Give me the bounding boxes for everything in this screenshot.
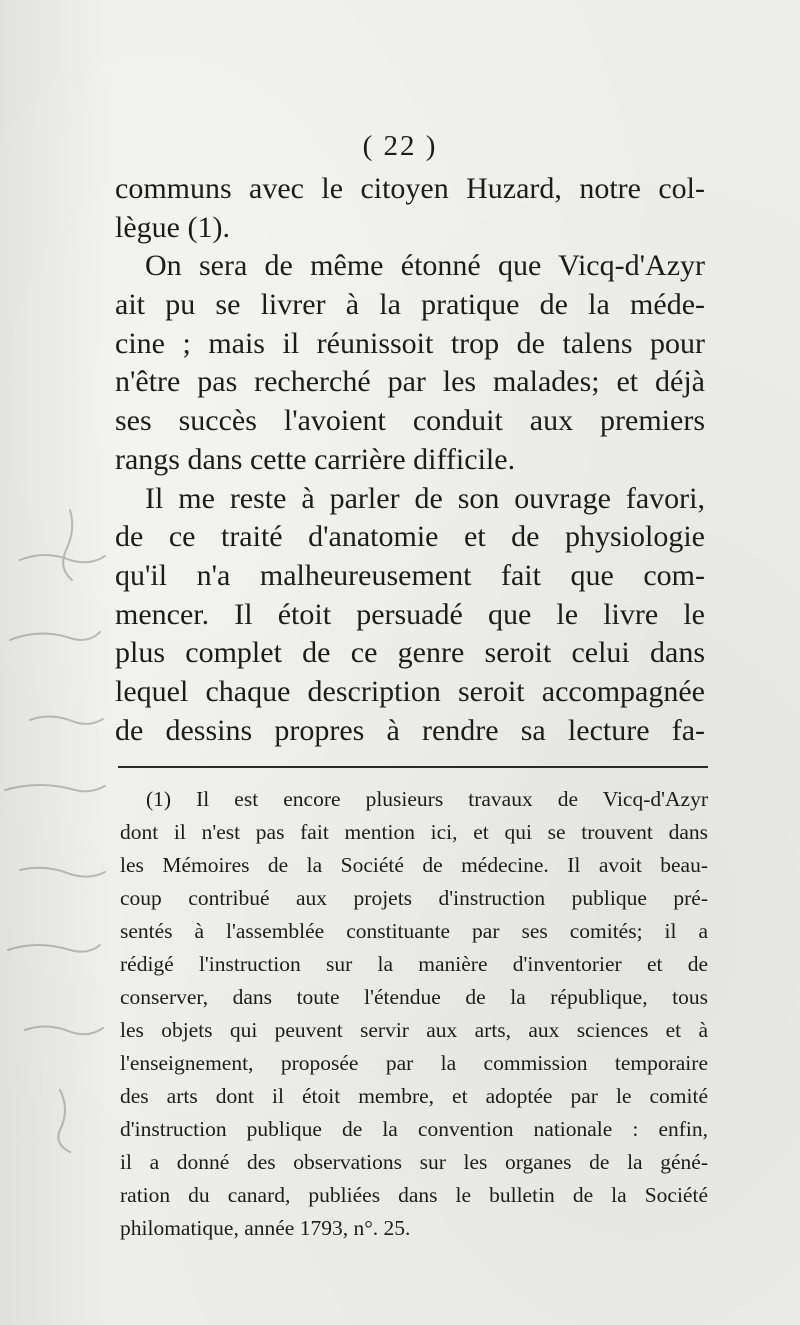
footnote-line: rédigé l'instruction sur la manière d'inventorier et de [120, 952, 708, 976]
footnote-line: conserver, dans toute l'étendue de la république, tous [120, 985, 708, 1009]
page-number: ( 22 ) [362, 130, 438, 162]
text-line: plus complet de ce genre seroit celui dans [115, 636, 705, 670]
footnote-line: les Mémoires de la Société de médecine. Il avoit beau- [120, 853, 708, 877]
text-line: n'être pas recherché par les malades; et déjà [115, 365, 705, 399]
body-text [115, 170, 705, 750]
footnote-line: sentés à l'assemblée constituante par ses comités; il a [120, 919, 708, 943]
text-line: ait pu se livrer à la pratique de la méde- [115, 288, 705, 322]
text-line: communs avec le citoyen Huzard, notre col- [115, 172, 705, 205]
footnote-line: d'instruction publique de la convention nationale : enfin, [120, 1117, 708, 1141]
text-line: lequel chaque description seroit accompagnée [115, 674, 705, 708]
text-line: ses succès l'avoient conduit aux premiers [115, 404, 705, 438]
text-line: qu'il n'a malheureusement fait que com- [115, 558, 705, 592]
text-line: de ce traité d'anatomie et de physiologie [115, 520, 705, 554]
text-line: cine ; mais il réunissoit trop de talens pour [115, 326, 705, 360]
text-line: de dessins propres à rendre sa lecture fa- [115, 713, 705, 747]
text-line: On sera de même étonné que Vicq-d'Azyr [145, 249, 705, 283]
text-line: Il me reste à parler de son ouvrage favori, [145, 481, 705, 515]
footnote-line: les objets qui peuvent servir aux arts, aux sciences et à [120, 1018, 708, 1042]
footnote-line: dont il n'est pas fait mention ici, et qui se trouvent dans [120, 820, 708, 844]
footnote-line: philomatique, année 1793, n°. 25. [120, 1216, 411, 1240]
footnote-line: des arts dont il étoit membre, et adoptée par le comité [120, 1084, 708, 1108]
footnote [120, 783, 708, 1245]
footnote-line: l'enseignement, proposée par la commission temporaire [120, 1051, 708, 1075]
footnote-line: il a donné des observations sur les organes de la géné- [120, 1150, 708, 1174]
footnote-rule [118, 766, 708, 768]
footnote-line: coup contribué aux projets d'instruction publique pré- [120, 886, 708, 910]
footnote-line: ration du canard, publiées dans le bulletin de la Société [120, 1183, 708, 1207]
footnote-line: (1) Il est encore plusieurs travaux de Vicq-d'Azyr [146, 787, 708, 811]
text-line: rangs dans cette carrière difficile. [115, 442, 516, 476]
marginal-handwriting [0, 490, 110, 1190]
text-line: lègue (1). [115, 210, 230, 244]
text-line: mencer. Il étoit persuadé que le livre le [115, 597, 705, 631]
